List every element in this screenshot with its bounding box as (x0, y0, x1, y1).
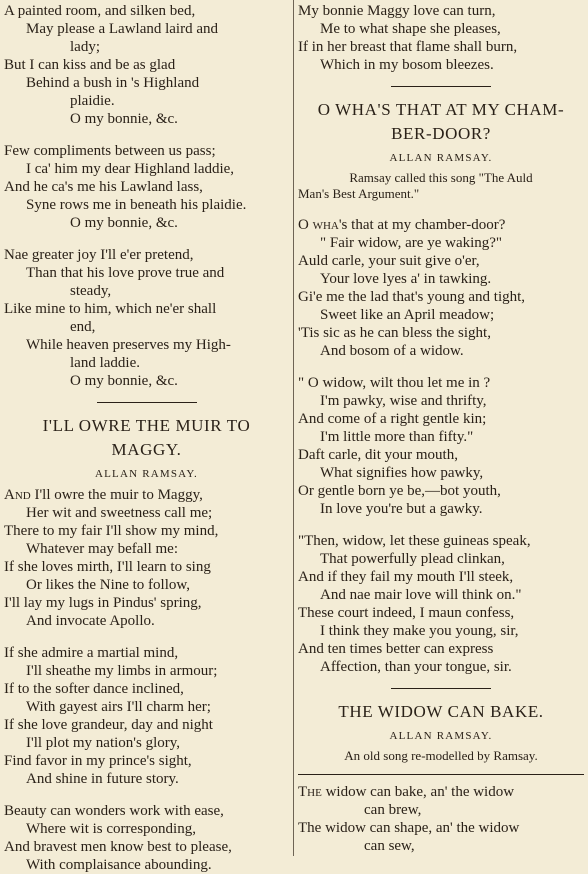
verse-line: lady; (70, 39, 100, 55)
verse-text: I'll owre the muir to Maggy, (30, 487, 203, 503)
verse-line: And bosom of a widow. (320, 343, 464, 359)
verse-line: end, (70, 319, 96, 335)
verse-line: If she admire a martial mind, (4, 645, 179, 661)
stanza (4, 486, 289, 630)
verse-line: Or likes the Nine to follow, (26, 577, 190, 593)
verse-line: Me to what shape she pleases, (320, 21, 501, 37)
verse-line: And he ca's me his Lawland lass, (4, 179, 203, 195)
verse-line: In love you're but a gawky. (320, 501, 483, 517)
section-divider (391, 86, 491, 87)
verse-line (298, 783, 584, 801)
verse-line: But I can kiss and be as glad (4, 57, 176, 73)
refrain-line: O my bonnie, &c. (70, 373, 178, 389)
verse-line: Beauty can wonders work with ease, (4, 803, 224, 819)
verse-line: If to the softer dance inclined, (4, 681, 184, 697)
stanza (298, 374, 584, 518)
verse-line: The widow can shape, an' the widow (298, 820, 520, 836)
drop-word: O wha (298, 217, 339, 233)
verse-line: can brew, (364, 802, 422, 818)
poem-title: O WHA'S THAT AT MY CHAM- (317, 100, 565, 119)
verse-line: I'm pawky, wise and thrifty, (320, 393, 487, 409)
verse-line: I'll plot my nation's glory, (26, 735, 181, 751)
verse-line: There to my fair I'll show my mind, (4, 523, 219, 539)
stanza (4, 246, 289, 390)
verse-line: And invocate Apollo. (26, 613, 155, 629)
stanza (4, 802, 289, 874)
verse-line: Daft carle, dit your mouth, (298, 447, 458, 463)
verse-line: And shine in future story. (26, 771, 179, 787)
verse-line: I'm little more than fifty." (320, 429, 474, 445)
verse-line: Sweet like an April meadow; (320, 307, 495, 323)
verse-line: " O widow, wilt thou let me in ? (298, 375, 491, 391)
section-divider (97, 402, 197, 403)
stanza (4, 2, 289, 128)
poem-title: I'LL OWRE THE MUIR TO (42, 416, 251, 435)
verse-line: Her wit and sweetness call me; (26, 505, 213, 521)
verse-line: Or gentle born ye be,—bot youth, (298, 483, 501, 499)
poem-title: BER-DOOR? (391, 124, 491, 143)
verse-line: While heaven preserves my High- (26, 337, 231, 353)
stanza (298, 2, 584, 74)
drop-word: And (4, 487, 31, 503)
verse-line: And come of a right gentle kin; (298, 411, 487, 427)
verse-line: 'Tis sic as he can bless the sight, (298, 325, 491, 341)
verse-line: And bravest men know best to please, (4, 839, 232, 855)
drop-word: The (298, 784, 322, 800)
stanza (4, 142, 289, 232)
stanza (4, 644, 289, 788)
verse-line: Your love lyes a' in tawking. (320, 271, 492, 287)
section-divider (391, 688, 491, 689)
verse-line: With complaisance abounding. (26, 857, 212, 873)
verse-line: Where wit is corresponding, (26, 821, 196, 837)
poem-title: MAGGY. (111, 440, 182, 459)
verse-line: Auld carle, your suit give o'er, (298, 253, 480, 269)
verse-line: If she loves mirth, I'll learn to sing (4, 559, 211, 575)
verse-line: Which in my bosom bleezes. (320, 57, 494, 73)
verse-line: "Then, widow, let these guineas speak, (298, 533, 531, 549)
verse-line: land laddie. (70, 355, 140, 371)
verse-line: " Fair widow, are ye waking?" (320, 235, 503, 251)
poem-author: ALLAN RAMSAY. (389, 152, 493, 164)
verse-line: steady, (70, 283, 112, 299)
column-divider (293, 0, 294, 856)
right-column (298, 2, 584, 855)
verse-line: plaidie. (70, 93, 115, 109)
verse-line: These court indeed, I maun confess, (298, 605, 515, 621)
poem-note: Ramsay called this song "The Auld (349, 170, 533, 185)
refrain-line: O my bonnie, &c. (70, 111, 178, 127)
verse-line: My bonnie Maggy love can turn, (298, 3, 496, 19)
verse-line: And nae mair love will think on." (320, 587, 522, 603)
stanza (298, 532, 584, 676)
poem-title: THE WIDOW CAN BAKE. (338, 702, 544, 721)
section-divider (298, 774, 584, 775)
verse-text: 's that at my chamber-door? (338, 217, 506, 233)
verse-line: Whatever may befall me: (26, 541, 179, 557)
verse-line: A painted room, and silken bed, (4, 3, 196, 19)
verse-line: I ca' him my dear Highland laddie, (26, 161, 235, 177)
verse-line: I'll sheathe my limbs in armour; (26, 663, 218, 679)
verse-line: And if they fail my mouth I'll steek, (298, 569, 514, 585)
verse-text: widow can bake, an' the widow (321, 784, 515, 800)
verse-line: If she love grandeur, day and night (4, 717, 213, 733)
stanza (298, 783, 584, 855)
verse-line: I think they make you young, sir, (320, 623, 519, 639)
verse-line: Find favor in my prince's sight, (4, 753, 192, 769)
poem-note: Man's Best Argument." (298, 186, 420, 201)
verse-line: Nae greater joy I'll e'er pretend, (4, 247, 194, 263)
left-column (4, 2, 289, 874)
verse-line (298, 216, 584, 234)
verse-line: Like mine to him, which ne'er shall (4, 301, 217, 317)
verse-line: With gayest airs I'll charm her; (26, 699, 211, 715)
verse-line: Than that his love prove true and (26, 265, 225, 281)
poem-note: An old song re-modelled by Ramsay. (344, 748, 538, 763)
verse-line: Syne rows me in beneath his plaidie. (26, 197, 247, 213)
verse-line: Behind a bush in 's Highland (26, 75, 200, 91)
poem-author: ALLAN RAMSAY. (94, 468, 198, 480)
verse-line: If in her breast that flame shall burn, (298, 39, 518, 55)
verse-line: I'll lay my lugs in Pindus' spring, (4, 595, 202, 611)
poem-author: ALLAN RAMSAY. (389, 730, 493, 742)
verse-line (4, 486, 289, 504)
verse-line: can sew, (364, 838, 415, 854)
verse-line: May please a Lawland laird and (26, 21, 219, 37)
verse-line: And ten times better can express (298, 641, 494, 657)
stanza (298, 216, 584, 360)
verse-line: Few compliments between us pass; (4, 143, 216, 159)
verse-line: What signifies how pawky, (320, 465, 484, 481)
verse-line: That powerfully plead clinkan, (320, 551, 505, 567)
verse-line: Affection, than your tongue, sir. (320, 659, 512, 675)
refrain-line: O my bonnie, &c. (70, 215, 178, 231)
verse-line: Gi'e me the lad that's young and tight, (298, 289, 526, 305)
